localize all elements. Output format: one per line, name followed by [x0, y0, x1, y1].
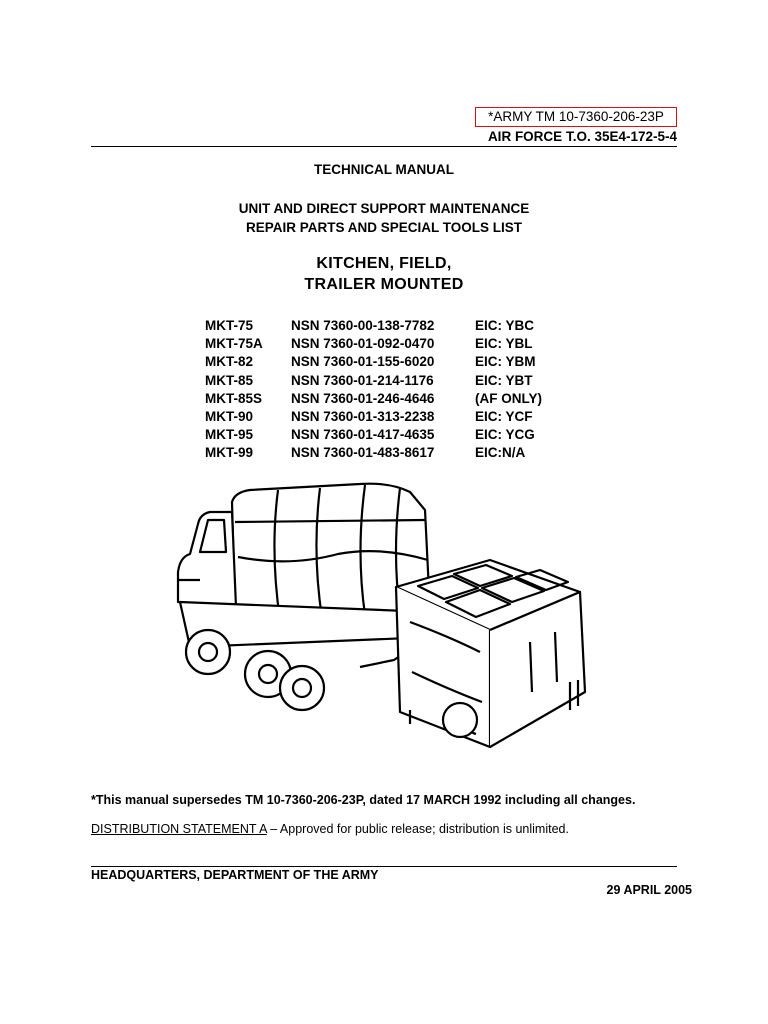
- footer-divider: [91, 866, 677, 867]
- eic-code: EIC: YBC: [475, 318, 535, 333]
- nsn-number: NSN 7360-01-155-6020: [291, 354, 435, 370]
- nsn-number: NSN 7360-00-138-7782: [291, 318, 435, 333]
- eic-code: (AF ONLY): [475, 390, 542, 406]
- eic-code: EIC: YBT: [475, 372, 533, 388]
- truck-trailer-illustration: [160, 462, 600, 772]
- nsn-number: NSN 7360-01-246-4646: [291, 390, 435, 406]
- model-number: MKT-75A: [205, 336, 263, 352]
- supersedes-note: *This manual supersedes TM 10-7360-206-23P, dated 17 MARCH 1992 including all changes.: [91, 793, 636, 807]
- headquarters: HEADQUARTERS, DEPARTMENT OF THE ARMY: [91, 868, 379, 882]
- distribution-text: – Approved for public release; distribution is unlimited.: [266, 822, 569, 836]
- eic-code: EIC: YBM: [475, 354, 536, 370]
- model-number: MKT-95: [205, 427, 254, 443]
- nsn-number: NSN 7360-01-483-8617: [291, 445, 435, 461]
- eic-code: EIC: YCG: [475, 427, 535, 443]
- subtitle-line-1: UNIT AND DIRECT SUPPORT MAINTENANCE: [238, 201, 530, 216]
- model-number: MKT-90: [205, 408, 254, 424]
- nsn-number: NSN 7360-01-417-4635: [291, 427, 435, 443]
- army-tm-number: *ARMY TM 10-7360-206-23P: [475, 107, 677, 127]
- distribution-label: DISTRIBUTION STATEMENT A: [91, 822, 267, 836]
- publication-date: 29 APRIL 2005: [606, 883, 692, 897]
- subtitle-line-2: REPAIR PARTS AND SPECIAL TOOLS LIST: [245, 220, 523, 235]
- model-number: MKT-75: [205, 318, 254, 333]
- model-number: MKT-82: [205, 354, 254, 370]
- manual-type: TECHNICAL MANUAL: [314, 162, 454, 177]
- header-divider: [91, 146, 677, 147]
- model-number: MKT-85: [205, 372, 254, 388]
- nsn-number: NSN 7360-01-313-2238: [291, 408, 435, 424]
- air-force-to-number: AIR FORCE T.O. 35E4-172-5-4: [487, 129, 677, 144]
- model-number: MKT-99: [205, 445, 254, 461]
- title-line-2: TRAILER MOUNTED: [304, 276, 464, 293]
- model-number: MKT-85S: [205, 390, 263, 406]
- eic-code: EIC: YCF: [475, 408, 533, 424]
- distribution-statement: [91, 822, 569, 836]
- eic-code: EIC:N/A: [475, 445, 526, 461]
- eic-code: EIC: YBL: [475, 336, 533, 352]
- nsn-number: NSN 7360-01-092-0470: [291, 336, 435, 352]
- title-line-1: KITCHEN, FIELD,: [316, 255, 452, 272]
- nsn-number: NSN 7360-01-214-1176: [291, 372, 434, 388]
